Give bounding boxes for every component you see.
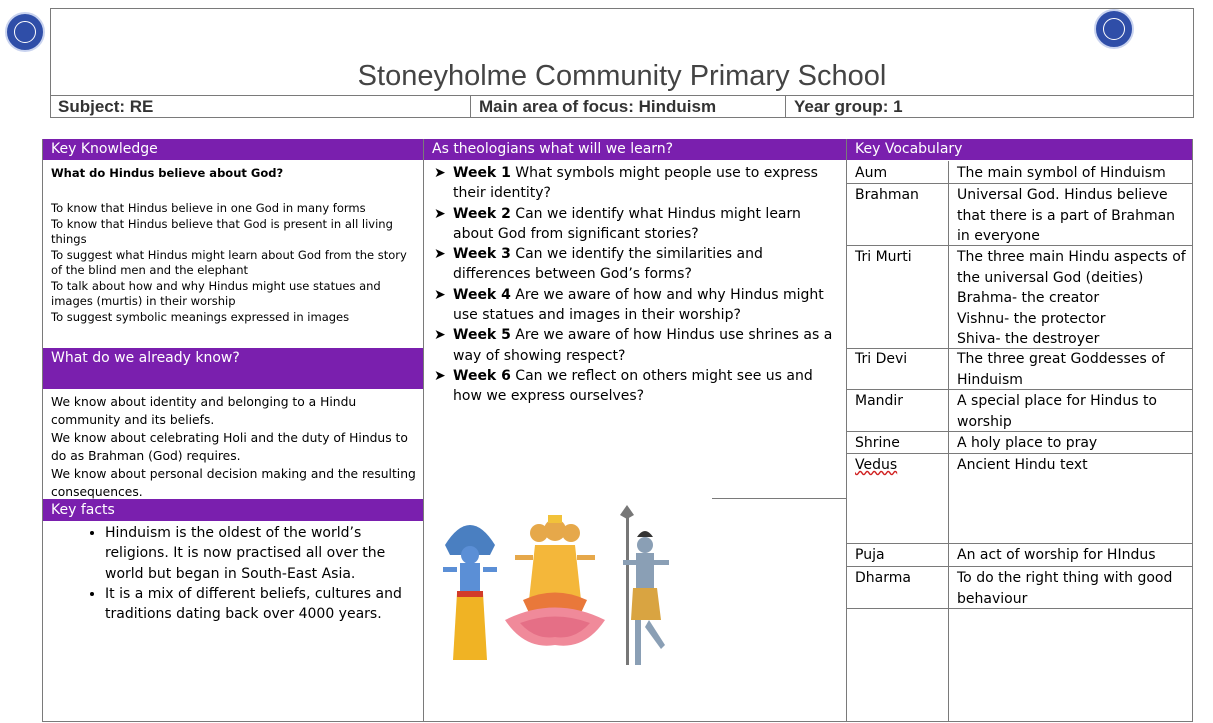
arrow-bullet-icon: ➤ [434,165,446,181]
brahma-figure-icon [505,515,605,646]
vocab-definition: Universal God. Hindus believe that there is a part of Brahman in everyone [957,187,1176,244]
week-item [428,204,838,245]
arrow-bullet-icon: ➤ [434,327,446,344]
arrow-bullet-icon: ➤ [434,367,446,384]
vocab-row-line [847,543,1192,544]
week-label: Week 5 [453,327,511,344]
key-knowledge-list [51,201,411,325]
grid-line-bottom [42,721,1193,722]
week-text: What symbols might people use to express their identity? [453,165,818,202]
vocab-term: Puja [855,547,885,563]
week-item [428,163,838,204]
vocab-definition: A special place for Hindus to worship [957,393,1157,430]
vocab-term: Tri Murti [855,249,912,265]
vocab-term: Tri Devi [855,351,908,367]
vishnu-figure-icon [443,525,497,660]
vocab-definition: A holy place to pray [957,435,1098,451]
year-group-label: Year group: 1 [794,97,903,116]
arrow-bullet-icon: ➤ [434,286,446,303]
week-item [428,325,838,366]
vocab-term: Mandir [855,393,904,409]
key-knowledge-item: To suggest what Hindus might learn about God from the story of the blind men and the elephant [51,247,407,277]
week-item [428,285,838,326]
grid-line-learn-bottom [712,498,846,499]
arrow-bullet-icon: ➤ [434,246,446,263]
info-row [50,95,1194,118]
vocab-term: Aum [855,165,888,181]
week-item [428,244,838,285]
key-fact-item: • Hinduism is the oldest of the world’s religions. It is now practised all over the world but began in South-East Asia. [105,523,418,584]
vocab-term: Brahman [855,187,919,203]
key-facts-heading: Key facts [43,499,423,521]
vocab-row-line [847,566,1192,567]
already-know-item: We know about personal decision making and the resulting consequences. [51,467,416,499]
grid-line-col1 [423,139,424,722]
vocab-definition: To do the right thing with good behaviour [957,570,1173,607]
vocab-definition: The three great Goddesses of Hinduism [957,351,1165,388]
vocab-heading: Key Vocabulary [847,139,1192,160]
week-text: Can we identify what Hindus might learn about God from significant stories? [453,205,801,242]
week-label: Week 2 [453,205,511,222]
key-knowledge-question: What do Hindus believe about God? [51,166,284,180]
week-text: Are we aware of how Hindus use shrines as a way of showing respect? [453,327,833,364]
key-knowledge-item: To suggest symbolic meanings expressed in images [51,309,350,324]
grid-line-right [1192,139,1193,722]
hindu-deities-icon [435,505,710,675]
key-fact-item: • It is a mix of different beliefs, cultures and traditions dating back over 4000 years. [105,584,418,625]
shiva-figure-icon [620,505,669,665]
already-know-item: We know about celebrating Holi and the duty of Hindus to do as Brahman (God) requires. [51,431,408,463]
weeks-list [428,163,838,407]
vocab-definition: The three main Hindu aspects of the universal God (deities) Brahma- the creator Vishnu- the protector Shiva- the destroyer [957,249,1186,347]
focus-label: Main area of focus: Hinduism [471,96,786,118]
school-logo-left [5,12,45,52]
school-title: Stoneyholme Community Primary School [357,60,887,92]
week-label: Week 3 [453,246,511,263]
vocab-definition: An act of worship for HIndus [957,547,1156,563]
vocab-term: Vedus [855,457,898,473]
week-label: Week 1 [453,165,511,181]
vocab-term: Shrine [855,435,900,451]
key-knowledge-item: To know that Hindus believe that God is present in all living things [51,216,393,246]
already-know-item: We know about identity and belonging to a Hindu community and its beliefs. [51,395,357,427]
vocab-term: Dharma [855,570,911,586]
key-knowledge-heading: Key Knowledge [43,139,423,160]
subject-label: Subject: RE [50,96,471,118]
week-text: Are we aware of how and why Hindus might use statues and images in their worship? [453,286,824,324]
already-know-list [51,393,419,501]
key-knowledge-item: To talk about how and why Hindus might use statues and images (murtis) in their worship [51,278,381,308]
week-label: Week 6 [453,367,511,384]
learn-heading: As theologians what will we learn? [424,139,846,160]
vocab-definition: The main symbol of Hinduism [957,165,1166,181]
week-text: Can we identify the similarities and differences between God’s forms? [453,246,763,283]
already-know-heading: What do we already know? [43,348,423,389]
week-label: Week 4 [453,286,511,303]
vocab-definition: Ancient Hindu text [957,457,1088,473]
key-knowledge-item: To know that Hindus believe in one God in many forms [51,201,366,215]
week-text: Can we reflect on others might see us and how we express ourselves? [453,367,813,405]
week-item [428,366,838,407]
grid-line-left [42,139,43,722]
arrow-bullet-icon: ➤ [434,205,446,222]
key-facts-list [43,523,418,624]
